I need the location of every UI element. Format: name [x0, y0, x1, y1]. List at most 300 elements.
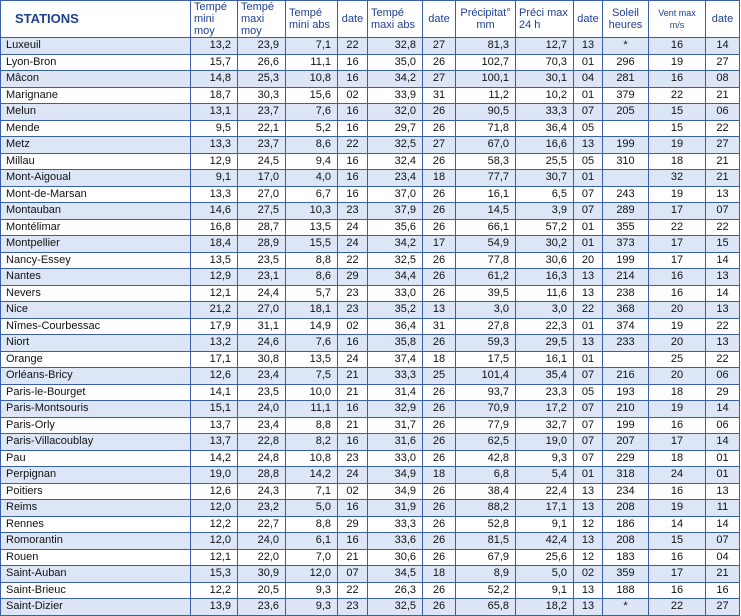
station-cell: Rennes	[1, 516, 191, 533]
tmin-abs-cell: 7,6	[286, 335, 338, 352]
soleil-cell: 214	[603, 269, 649, 286]
date-precip-cell: 20	[574, 252, 603, 269]
precip-max-cell: 12,7	[516, 38, 574, 55]
date-tmax-cell: 13	[423, 302, 456, 319]
table-row	[1, 434, 740, 451]
tmax-abs-cell: 33,3	[368, 368, 423, 385]
tmin-abs-cell: 9,3	[286, 599, 338, 616]
date-vent-cell: 14	[706, 401, 740, 418]
date-tmax-cell: 26	[423, 582, 456, 599]
date-tmax-cell: 26	[423, 599, 456, 616]
vent-cell: 14	[649, 516, 706, 533]
station-cell: Orléans-Bricy	[1, 368, 191, 385]
soleil-cell: 199	[603, 417, 649, 434]
date-tmax-cell: 18	[423, 467, 456, 484]
precip-max-cell: 9,1	[516, 516, 574, 533]
tmin-abs-cell: 14,2	[286, 467, 338, 484]
station-cell: Montpellier	[1, 236, 191, 253]
vent-cell: 19	[649, 318, 706, 335]
table-row	[1, 450, 740, 467]
tmax-moy-cell: 24,3	[238, 483, 286, 500]
date-vent-cell: 11	[706, 500, 740, 517]
date-precip-cell: 01	[574, 54, 603, 71]
tmax-abs-cell: 32,8	[368, 38, 423, 55]
vent-cell: 22	[649, 599, 706, 616]
date-precip-cell: 13	[574, 582, 603, 599]
date-vent-cell: 07	[706, 203, 740, 220]
date-vent-cell: 13	[706, 302, 740, 319]
tmin-abs-cell: 8,8	[286, 417, 338, 434]
precip-cell: 27,8	[456, 318, 516, 335]
vent-cell: 20	[649, 368, 706, 385]
tmin-moy-cell: 21,2	[191, 302, 238, 319]
soleil-cell: 359	[603, 566, 649, 583]
tmin-abs-cell: 9,4	[286, 153, 338, 170]
table-row	[1, 582, 740, 599]
header-date-vent: date	[706, 1, 740, 38]
precip-cell: 67,0	[456, 137, 516, 154]
date-tmax-cell: 26	[423, 417, 456, 434]
soleil-cell: 188	[603, 582, 649, 599]
date-precip-cell: 13	[574, 137, 603, 154]
date-tmin-cell: 21	[338, 417, 368, 434]
tmin-abs-cell: 5,2	[286, 120, 338, 137]
tmin-abs-cell: 9,3	[286, 582, 338, 599]
tmin-abs-cell: 10,8	[286, 450, 338, 467]
tmax-moy-cell: 25,3	[238, 71, 286, 88]
date-precip-cell: 01	[574, 351, 603, 368]
tmax-abs-cell: 37,4	[368, 351, 423, 368]
tmin-moy-cell: 12,0	[191, 500, 238, 517]
date-tmin-cell: 02	[338, 318, 368, 335]
tmax-abs-cell: 35,0	[368, 54, 423, 71]
table-row	[1, 269, 740, 286]
date-tmin-cell: 16	[338, 153, 368, 170]
station-cell: Mont-Aigoual	[1, 170, 191, 187]
date-precip-cell: 07	[574, 203, 603, 220]
tmax-abs-cell: 30,6	[368, 549, 423, 566]
precip-cell: 77,7	[456, 170, 516, 187]
date-precip-cell: 05	[574, 120, 603, 137]
date-tmin-cell: 24	[338, 467, 368, 484]
soleil-cell: 208	[603, 500, 649, 517]
date-precip-cell: 07	[574, 368, 603, 385]
date-vent-cell: 21	[706, 87, 740, 104]
date-precip-cell: 22	[574, 302, 603, 319]
date-tmin-cell: 21	[338, 368, 368, 385]
date-precip-cell: 01	[574, 236, 603, 253]
date-tmin-cell: 16	[338, 104, 368, 121]
date-tmin-cell: 16	[338, 401, 368, 418]
header-vent: Vent max m/s	[649, 1, 706, 38]
vent-cell: 16	[649, 549, 706, 566]
table-row	[1, 368, 740, 385]
tmax-abs-cell: 23,4	[368, 170, 423, 187]
soleil-cell: 368	[603, 302, 649, 319]
table-row	[1, 599, 740, 616]
date-vent-cell: 13	[706, 186, 740, 203]
tmax-moy-cell: 23,5	[238, 384, 286, 401]
soleil-cell: *	[603, 38, 649, 55]
header-tmin-abs: Tempé mini abs	[286, 1, 338, 38]
tmin-abs-cell: 11,1	[286, 54, 338, 71]
station-cell: Niort	[1, 335, 191, 352]
date-vent-cell: 21	[706, 153, 740, 170]
tmax-moy-cell: 23,4	[238, 368, 286, 385]
date-tmin-cell: 21	[338, 549, 368, 566]
tmax-moy-cell: 22,1	[238, 120, 286, 137]
tmin-abs-cell: 15,6	[286, 87, 338, 104]
tmax-moy-cell: 28,8	[238, 467, 286, 484]
date-tmin-cell: 23	[338, 285, 368, 302]
precip-cell: 81,3	[456, 38, 516, 55]
date-tmax-cell: 27	[423, 38, 456, 55]
header-date-precip: date	[574, 1, 603, 38]
vent-cell: 16	[649, 417, 706, 434]
tmax-moy-cell: 24,8	[238, 450, 286, 467]
precip-cell: 67,9	[456, 549, 516, 566]
tmin-abs-cell: 10,3	[286, 203, 338, 220]
precip-max-cell: 22,4	[516, 483, 574, 500]
date-tmax-cell: 26	[423, 252, 456, 269]
table-row	[1, 516, 740, 533]
date-tmin-cell: 02	[338, 87, 368, 104]
tmax-moy-cell: 31,1	[238, 318, 286, 335]
date-vent-cell: 21	[706, 566, 740, 583]
station-cell: Nancy-Essey	[1, 252, 191, 269]
tmin-moy-cell: 13,9	[191, 599, 238, 616]
tmin-abs-cell: 5,0	[286, 500, 338, 517]
tmax-moy-cell: 23,9	[238, 38, 286, 55]
station-cell: Paris-Orly	[1, 417, 191, 434]
tmax-abs-cell: 32,5	[368, 599, 423, 616]
tmax-abs-cell: 29,7	[368, 120, 423, 137]
tmin-abs-cell: 7,6	[286, 104, 338, 121]
vent-cell: 32	[649, 170, 706, 187]
station-cell: Nice	[1, 302, 191, 319]
soleil-cell: 296	[603, 54, 649, 71]
tmin-moy-cell: 12,9	[191, 269, 238, 286]
tmin-moy-cell: 14,1	[191, 384, 238, 401]
tmin-moy-cell: 12,0	[191, 533, 238, 550]
precip-cell: 70,9	[456, 401, 516, 418]
tmax-moy-cell: 26,6	[238, 54, 286, 71]
date-tmin-cell: 24	[338, 236, 368, 253]
precip-max-cell: 3,9	[516, 203, 574, 220]
date-tmax-cell: 26	[423, 285, 456, 302]
vent-cell: 24	[649, 467, 706, 484]
date-vent-cell: 21	[706, 170, 740, 187]
vent-cell: 16	[649, 582, 706, 599]
tmax-abs-cell: 33,3	[368, 516, 423, 533]
tmin-moy-cell: 9,5	[191, 120, 238, 137]
date-vent-cell: 06	[706, 368, 740, 385]
date-tmax-cell: 26	[423, 269, 456, 286]
date-precip-cell: 13	[574, 269, 603, 286]
tmin-moy-cell: 13,7	[191, 417, 238, 434]
tmax-moy-cell: 27,0	[238, 302, 286, 319]
tmin-moy-cell: 16,8	[191, 219, 238, 236]
vent-cell: 18	[649, 450, 706, 467]
soleil-cell: 207	[603, 434, 649, 451]
tmax-moy-cell: 22,8	[238, 434, 286, 451]
date-vent-cell: 27	[706, 137, 740, 154]
date-tmin-cell: 22	[338, 252, 368, 269]
tmin-moy-cell: 15,1	[191, 401, 238, 418]
date-vent-cell: 14	[706, 285, 740, 302]
date-vent-cell: 13	[706, 269, 740, 286]
precip-max-cell: 11,6	[516, 285, 574, 302]
table-row	[1, 483, 740, 500]
tmax-moy-cell: 23,7	[238, 104, 286, 121]
table-row	[1, 87, 740, 104]
soleil-cell: 186	[603, 516, 649, 533]
vent-cell: 17	[649, 236, 706, 253]
tmin-moy-cell: 17,9	[191, 318, 238, 335]
date-precip-cell: 01	[574, 219, 603, 236]
precip-max-cell: 25,6	[516, 549, 574, 566]
date-precip-cell: 13	[574, 599, 603, 616]
vent-cell: 15	[649, 104, 706, 121]
station-cell: Mâcon	[1, 71, 191, 88]
date-precip-cell: 05	[574, 384, 603, 401]
tmin-moy-cell: 13,1	[191, 104, 238, 121]
precip-cell: 17,5	[456, 351, 516, 368]
date-tmin-cell: 07	[338, 566, 368, 583]
vent-cell: 19	[649, 186, 706, 203]
precip-max-cell: 3,0	[516, 302, 574, 319]
station-cell: Mende	[1, 120, 191, 137]
header-tmax-abs: Tempé maxi abs	[368, 1, 423, 38]
tmin-abs-cell: 5,7	[286, 285, 338, 302]
tmin-abs-cell: 15,5	[286, 236, 338, 253]
tmax-moy-cell: 27,0	[238, 186, 286, 203]
date-vent-cell: 22	[706, 318, 740, 335]
date-tmax-cell: 18	[423, 170, 456, 187]
station-cell: Metz	[1, 137, 191, 154]
soleil-cell: 289	[603, 203, 649, 220]
date-tmin-cell: 23	[338, 203, 368, 220]
precip-max-cell: 30,1	[516, 71, 574, 88]
tmin-moy-cell: 12,1	[191, 285, 238, 302]
date-tmin-cell: 16	[338, 500, 368, 517]
station-cell: Saint-Dizier	[1, 599, 191, 616]
vent-cell: 19	[649, 54, 706, 71]
tmin-abs-cell: 8,8	[286, 252, 338, 269]
date-tmax-cell: 26	[423, 335, 456, 352]
soleil-cell: 183	[603, 549, 649, 566]
table-row	[1, 285, 740, 302]
table-row	[1, 335, 740, 352]
date-tmax-cell: 26	[423, 54, 456, 71]
precip-max-cell: 17,2	[516, 401, 574, 418]
soleil-cell: 199	[603, 252, 649, 269]
precip-cell: 61,2	[456, 269, 516, 286]
tmin-abs-cell: 8,6	[286, 137, 338, 154]
soleil-cell	[603, 351, 649, 368]
station-cell: Orange	[1, 351, 191, 368]
tmax-abs-cell: 31,9	[368, 500, 423, 517]
tmin-abs-cell: 7,0	[286, 549, 338, 566]
date-tmax-cell: 26	[423, 533, 456, 550]
precip-max-cell: 6,5	[516, 186, 574, 203]
date-tmin-cell: 16	[338, 533, 368, 550]
table-row	[1, 71, 740, 88]
tmin-moy-cell: 13,5	[191, 252, 238, 269]
tmin-abs-cell: 7,1	[286, 483, 338, 500]
precip-max-cell: 33,3	[516, 104, 574, 121]
table-row	[1, 219, 740, 236]
precip-cell: 38,4	[456, 483, 516, 500]
vent-cell: 18	[649, 153, 706, 170]
tmin-abs-cell: 8,2	[286, 434, 338, 451]
date-tmax-cell: 26	[423, 120, 456, 137]
header-date-tmax: date	[423, 1, 456, 38]
date-tmax-cell: 27	[423, 71, 456, 88]
precip-cell: 42,8	[456, 450, 516, 467]
header-stations: STATIONS	[1, 1, 191, 38]
date-tmin-cell: 02	[338, 483, 368, 500]
vent-cell: 16	[649, 38, 706, 55]
precip-cell: 102,7	[456, 54, 516, 71]
tmin-abs-cell: 13,5	[286, 351, 338, 368]
date-vent-cell: 01	[706, 467, 740, 484]
tmin-moy-cell: 12,6	[191, 483, 238, 500]
date-tmax-cell: 26	[423, 203, 456, 220]
date-precip-cell: 01	[574, 318, 603, 335]
tmin-abs-cell: 8,8	[286, 516, 338, 533]
tmax-abs-cell: 34,2	[368, 71, 423, 88]
tmax-moy-cell: 27,5	[238, 203, 286, 220]
tmin-moy-cell: 15,3	[191, 566, 238, 583]
date-tmin-cell: 22	[338, 137, 368, 154]
station-cell: Poitiers	[1, 483, 191, 500]
precip-cell: 59,3	[456, 335, 516, 352]
precip-max-cell: 57,2	[516, 219, 574, 236]
table-row	[1, 318, 740, 335]
precip-cell: 88,2	[456, 500, 516, 517]
tmax-moy-cell: 22,7	[238, 516, 286, 533]
date-tmax-cell: 27	[423, 137, 456, 154]
precip-cell: 93,7	[456, 384, 516, 401]
date-precip-cell: 13	[574, 483, 603, 500]
table-row	[1, 153, 740, 170]
date-tmin-cell: 16	[338, 434, 368, 451]
date-tmax-cell: 17	[423, 236, 456, 253]
station-cell: Montauban	[1, 203, 191, 220]
precip-cell: 52,8	[456, 516, 516, 533]
date-tmax-cell: 26	[423, 516, 456, 533]
soleil-cell	[603, 120, 649, 137]
precip-cell: 16,1	[456, 186, 516, 203]
table-row	[1, 104, 740, 121]
vent-cell: 15	[649, 120, 706, 137]
table-row	[1, 186, 740, 203]
date-tmin-cell: 22	[338, 582, 368, 599]
tmax-abs-cell: 34,4	[368, 269, 423, 286]
tmax-abs-cell: 34,2	[368, 236, 423, 253]
tmax-moy-cell: 23,5	[238, 252, 286, 269]
station-cell: Romorantin	[1, 533, 191, 550]
vent-cell: 17	[649, 252, 706, 269]
tmin-abs-cell: 13,5	[286, 219, 338, 236]
tmax-abs-cell: 35,2	[368, 302, 423, 319]
date-tmax-cell: 26	[423, 450, 456, 467]
tmax-abs-cell: 26,3	[368, 582, 423, 599]
table-row	[1, 137, 740, 154]
vent-cell: 20	[649, 302, 706, 319]
tmax-abs-cell: 35,8	[368, 335, 423, 352]
tmin-moy-cell: 13,7	[191, 434, 238, 451]
precip-max-cell: 70,3	[516, 54, 574, 71]
tmax-moy-cell: 30,9	[238, 566, 286, 583]
vent-cell: 16	[649, 483, 706, 500]
date-tmin-cell: 16	[338, 335, 368, 352]
tmax-moy-cell: 23,2	[238, 500, 286, 517]
tmax-moy-cell: 24,4	[238, 285, 286, 302]
table-row	[1, 252, 740, 269]
tmax-abs-cell: 32,5	[368, 137, 423, 154]
date-vent-cell: 04	[706, 549, 740, 566]
tmax-abs-cell: 34,9	[368, 467, 423, 484]
station-cell: Marignane	[1, 87, 191, 104]
header-date-tmin: date	[338, 1, 368, 38]
table-row	[1, 54, 740, 71]
station-cell: Lyon-Bron	[1, 54, 191, 71]
tmin-moy-cell: 14,6	[191, 203, 238, 220]
tmax-abs-cell: 33,0	[368, 450, 423, 467]
date-tmin-cell: 21	[338, 384, 368, 401]
date-precip-cell: 07	[574, 450, 603, 467]
table-row	[1, 302, 740, 319]
date-vent-cell: 27	[706, 599, 740, 616]
tmin-moy-cell: 12,2	[191, 516, 238, 533]
soleil-cell: 234	[603, 483, 649, 500]
soleil-cell: 281	[603, 71, 649, 88]
date-precip-cell: 13	[574, 285, 603, 302]
tmax-abs-cell: 32,0	[368, 104, 423, 121]
soleil-cell: 373	[603, 236, 649, 253]
header-tmax-moy: Tempé maxi moy	[238, 1, 286, 38]
date-tmax-cell: 26	[423, 384, 456, 401]
table-row	[1, 533, 740, 550]
station-cell: Montélimar	[1, 219, 191, 236]
soleil-cell: 238	[603, 285, 649, 302]
station-cell: Nîmes-Courbessac	[1, 318, 191, 335]
vent-cell: 25	[649, 351, 706, 368]
date-vent-cell: 13	[706, 335, 740, 352]
tmin-abs-cell: 7,1	[286, 38, 338, 55]
date-vent-cell: 29	[706, 384, 740, 401]
date-precip-cell: 01	[574, 467, 603, 484]
date-tmin-cell: 23	[338, 599, 368, 616]
tmax-abs-cell: 37,9	[368, 203, 423, 220]
tmin-abs-cell: 7,5	[286, 368, 338, 385]
tmax-moy-cell: 24,0	[238, 401, 286, 418]
date-tmin-cell: 16	[338, 71, 368, 88]
date-tmax-cell: 31	[423, 318, 456, 335]
vent-cell: 22	[649, 219, 706, 236]
tmax-abs-cell: 32,4	[368, 153, 423, 170]
precip-max-cell: 42,4	[516, 533, 574, 550]
tmin-moy-cell: 13,2	[191, 335, 238, 352]
soleil-cell: 379	[603, 87, 649, 104]
precip-max-cell: 32,7	[516, 417, 574, 434]
tmin-abs-cell: 4,0	[286, 170, 338, 187]
tmax-moy-cell: 23,4	[238, 417, 286, 434]
date-precip-cell: 02	[574, 566, 603, 583]
date-vent-cell: 16	[706, 582, 740, 599]
